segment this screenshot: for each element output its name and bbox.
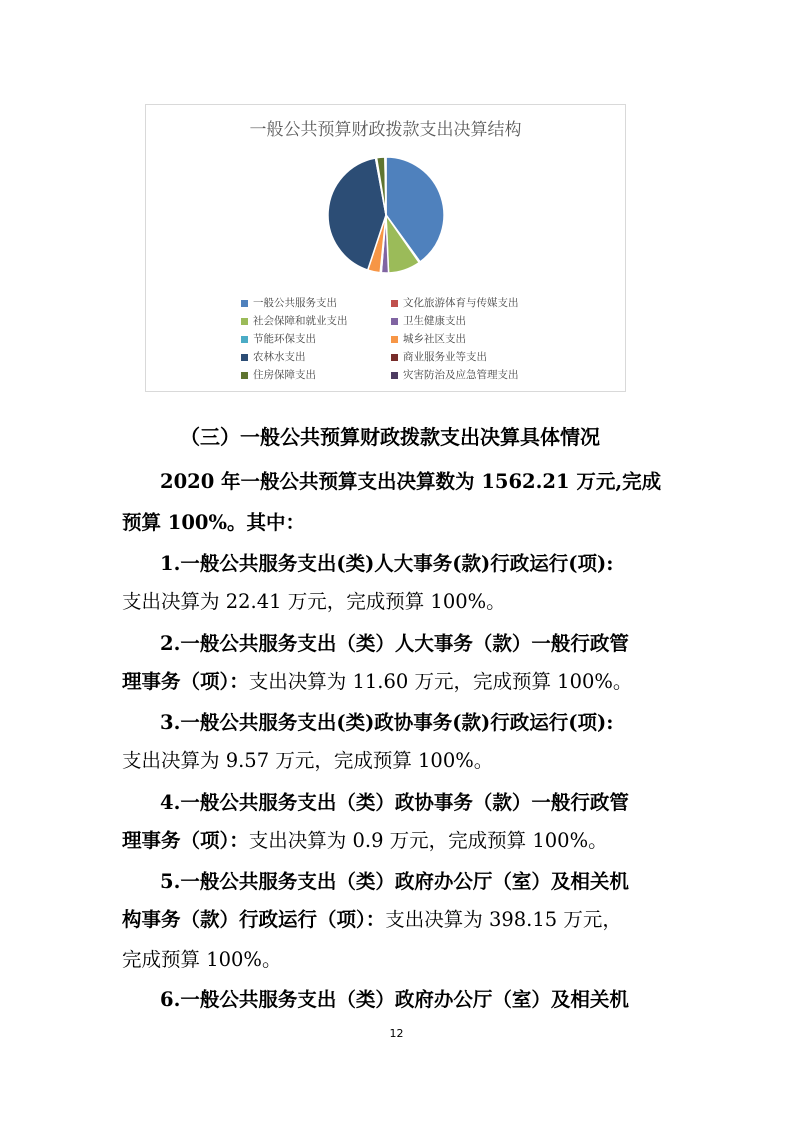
intro-line-1: 2020 年一般公共预算支出决算数为 1562.21 万元,完成 [160,470,662,493]
legend-swatch [391,336,398,343]
legend-item [241,295,337,310]
legend-item [241,349,306,364]
item5-heading-cont: 构事务（款）行政运行（项）： [122,908,386,931]
item5-text: 支出决算为 398.15 万元， [385,908,622,931]
legend-label: 农林水支出 [253,351,306,363]
legend-swatch [391,354,398,361]
pie-plot [146,105,625,295]
legend-item [391,367,519,382]
legend-item [391,295,519,310]
legend-label: 社会保障和就业支出 [253,315,348,327]
item2-text: 支出决算为 11.60 万元，完成预算 100%。 [248,670,633,693]
page-number: 12 [389,1027,404,1040]
legend-swatch [241,300,248,307]
legend-label: 文化旅游体育与传媒支出 [403,297,519,309]
legend-item [241,367,316,382]
legend-swatch [391,372,398,379]
legend-swatch [391,300,398,307]
item6-heading: 6.一般公共服务支出（类）政府办公厅（室）及相关机 [160,988,629,1011]
pie-chart [145,104,626,392]
legend-item [391,349,487,364]
item5-line2 [122,903,674,937]
item5-heading: 5.一般公共服务支出（类）政府办公厅（室）及相关机 [160,870,629,893]
item4-line2 [122,824,674,858]
item4-text: 支出决算为 0.9 万元，完成预算 100%。 [248,829,608,852]
legend-label: 节能环保支出 [253,333,316,345]
item3-text: 支出决算为 9.57 万元，完成预算 100%。 [122,749,494,772]
legend-swatch [241,354,248,361]
item3-heading: 3.一般公共服务支出(类)政协事务(款)行政运行(项): [160,711,614,734]
legend-swatch [241,318,248,325]
chart-title: 一般公共预算财政拨款支出决算结构 [249,120,522,140]
legend-item [391,313,466,328]
item2-heading-cont: 理事务（项）： [122,670,249,693]
item2-line2 [122,665,674,699]
legend-label: 城乡社区支出 [403,333,466,345]
item2-heading: 2.一般公共服务支出（类）人大事务（款）一般行政管 [160,632,629,655]
legend-label: 住房保障支出 [253,369,316,381]
legend-label: 卫生健康支出 [403,315,466,327]
legend-item [241,313,348,328]
item1-text: 支出决算为 22.41 万元，完成预算 100%。 [122,590,506,613]
legend-swatch [241,372,248,379]
legend-swatch [241,336,248,343]
item1-heading: 1.一般公共服务支出(类)人大事务(款)行政运行(项): [160,552,614,575]
legend-item [241,331,316,346]
item4-heading-cont: 理事务（项）： [122,829,249,852]
section-heading: （三）一般公共预算财政拨款支出决算具体情况 [180,425,600,449]
item4-heading: 4.一般公共服务支出（类）政协事务（款）一般行政管 [160,791,629,814]
legend-label: 一般公共服务支出 [253,297,337,309]
item5-line3: 完成预算 100%。 [122,948,282,971]
legend-label: 灾害防治及应急管理支出 [403,369,519,381]
legend-item [391,331,466,346]
intro-line-2: 预算 100%。其中： [122,511,306,534]
legend-swatch [391,318,398,325]
legend-label: 商业服务业等支出 [403,351,487,363]
